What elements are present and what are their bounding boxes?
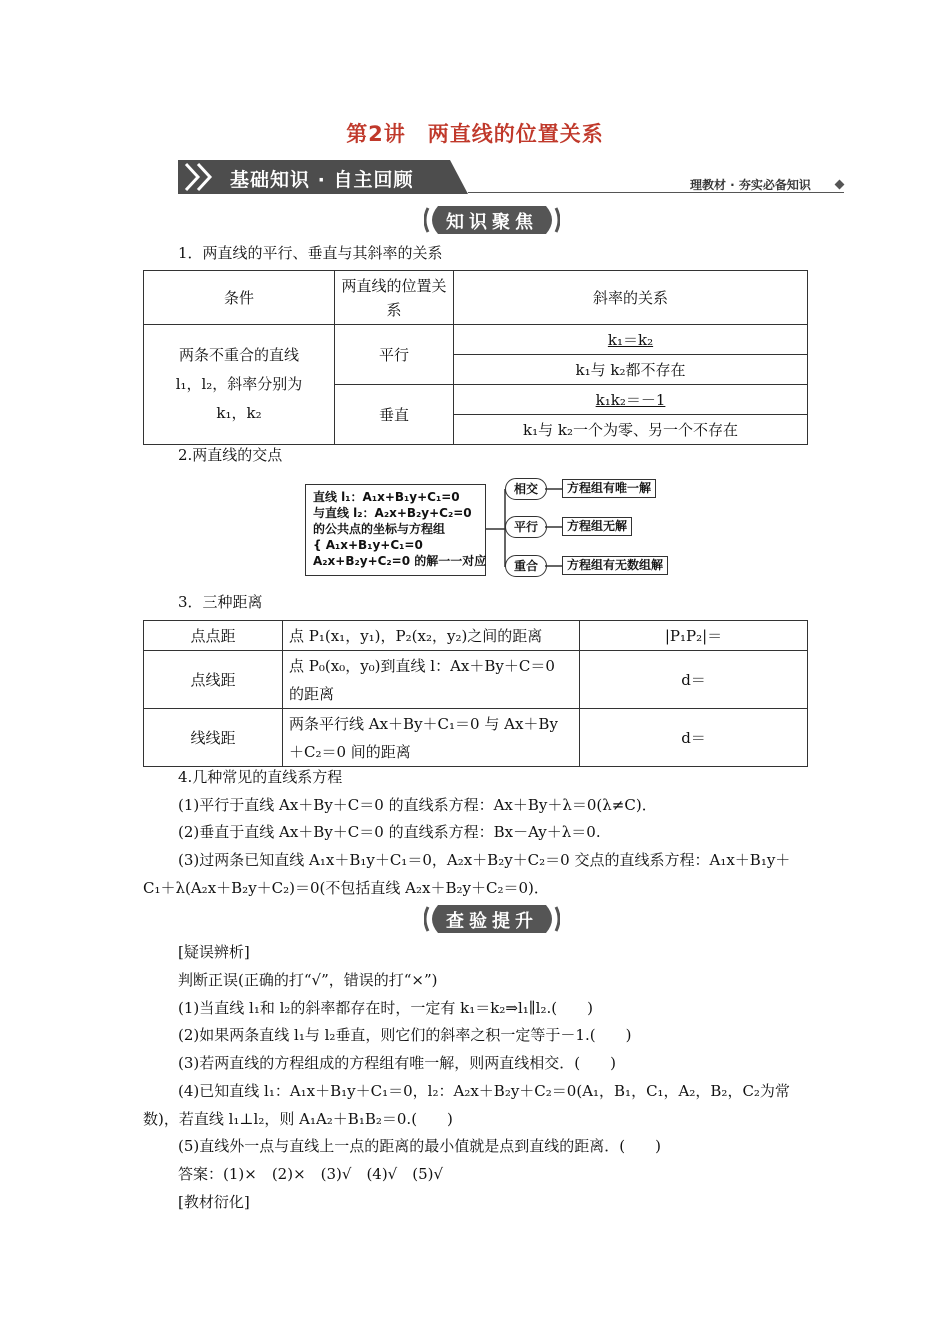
distance-desc-line: ＋C₂＝0 间的距离 [289,742,411,761]
branch-intersect: 相交 [505,478,547,500]
distance-name: 点点距 [144,621,283,651]
distance-table [143,620,808,767]
distance-desc-line: 点 P₀(x₀，y₀)到直线 l：Ax＋By＋C＝0 [289,656,555,675]
distance-formula: |P₁P₂|＝ [580,621,808,651]
perpendicular-slope-1: k₁k₂＝－1 [454,385,808,415]
slope-table [143,270,808,445]
knowledge-chip [424,205,560,235]
branch-parallel-result: 方程组无解 [562,517,632,536]
banner-label: 基础知识 · 自主回顾 [230,169,414,191]
condition-line: 两条不重合的直线 [178,346,299,364]
line-family-item: (3)过两条已知直线 A₁x＋B₁y＋C₁＝0，A₂x＋B₂y＋C₂＝0 交点的直线系方程：A₁x＋B₁y＋ [178,851,791,869]
banner-subtitle: 理教材 · 夯实必备知识 [690,178,811,192]
parallel-label: 平行 [335,325,454,385]
distance-name: 线线距 [144,709,283,767]
distance-desc-line: 的距离 [289,684,335,703]
parallel-slope-1: k₁＝k₂ [454,325,808,355]
judge-item: (1)当直线 l₁和 l₂的斜率都存在时，一定有 k₁＝k₂⇒l₁∥l₂.( ) [178,999,593,1017]
condition-line: k₁，k₂ [216,404,262,422]
distance-desc-line: 两条平行线 Ax＋By＋C₁＝0 与 Ax＋By [289,714,558,733]
answer-line: 答案：(1)× (2)× (3)√ (4)√ (5)√ [178,1165,444,1183]
error-analysis-tag: [疑误辨析] [178,943,250,961]
judge-item: (4)已知直线 l₁：A₁x＋B₁y＋C₁＝0，l₂：A₂x＋B₂y＋C₂＝0(A₁，B₁，C₁，A₂，B₂，C₂为常 [178,1082,790,1100]
branch-coincide: 重合 [505,555,547,577]
system-line: { A₁x+B₁y+C₁=0 [313,538,423,552]
system-line: 直线 l₁：A₁x+B₁y+C₁=0 [313,490,460,504]
section1-heading: 1．两直线的平行、垂直与其斜率的关系 [178,244,443,262]
line-family-item: (2)垂直于直线 Ax＋By＋C＝0 的直线系方程：Bx－Ay＋λ＝0. [178,823,601,841]
line-family-item: (1)平行于直线 Ax＋By＋C＝0 的直线系方程：Ax＋By＋λ＝0(λ≠C)． [178,796,657,814]
branch-coincide-result: 方程组有无数组解 [562,556,668,575]
parallel-slope-2: k₁与 k₂都不存在 [454,355,808,385]
branch-parallel: 平行 [505,516,547,538]
chip-label: 知识聚焦 [446,212,538,233]
system-line: A₂x+B₂y+C₂=0 的解一一对应 [313,554,487,568]
distance-desc [283,709,580,767]
section2-heading: 2.两直线的交点 [178,446,283,464]
line-family-item: C₁＋λ(A₂x＋B₂y＋C₂)＝0(不包括直线 A₂x＋B₂y＋C₂＝0)． [143,879,549,897]
check-chip [424,904,560,934]
section-banner [178,160,468,194]
section4-heading: 4.几种常见的直线系方程 [178,768,343,786]
page-title: 第2讲 两直线的位置关系 [346,122,604,146]
header-slope: 斜率的关系 [454,271,808,325]
intersection-diagram [305,478,685,580]
distance-desc [283,651,580,709]
system-line: 与直线 l₂：A₂x+B₂y+C₂=0 [313,506,472,520]
condition-cell [144,325,335,445]
judge-item: (5)直线外一点与直线上一点的距离的最小值就是点到直线的距离．( ) [178,1137,661,1155]
distance-name: 点线距 [144,651,283,709]
section3-heading: 3．三种距离 [178,593,263,611]
diamond-icon [835,180,845,190]
judge-intro: 判断正误(正确的打“√”，错误的打“×”) [178,971,438,989]
branch-intersect-result: 方程组有唯一解 [562,479,656,498]
header-condition: 条件 [144,271,335,325]
textbook-tag: [教材衍化] [178,1193,250,1211]
condition-line: l₁，l₂，斜率分别为 [175,375,303,393]
distance-desc: 点 P₁(x₁，y₁)，P₂(x₂，y₂)之间的距离 [283,621,580,651]
perpendicular-slope-2: k₁与 k₂一个为零、另一个不存在 [454,415,808,445]
distance-formula: d＝ [580,709,808,767]
header-position: 两直线的位置关系 [335,271,454,325]
chip-label: 查验提升 [446,911,538,932]
system-line: 的公共点的坐标与方程组 [313,522,446,536]
judge-item: (3)若两直线的方程组成的方程组有唯一解，则两直线相交．( ) [178,1054,616,1072]
judge-item: 数)，若直线 l₁⊥l₂，则 A₁A₂＋B₁B₂＝0.( ) [143,1110,453,1128]
perpendicular-label: 垂直 [335,385,454,445]
distance-formula: d＝ [580,651,808,709]
judge-item: (2)如果两条直线 l₁与 l₂垂直，则它们的斜率之积一定等于－1.( ) [178,1026,632,1044]
